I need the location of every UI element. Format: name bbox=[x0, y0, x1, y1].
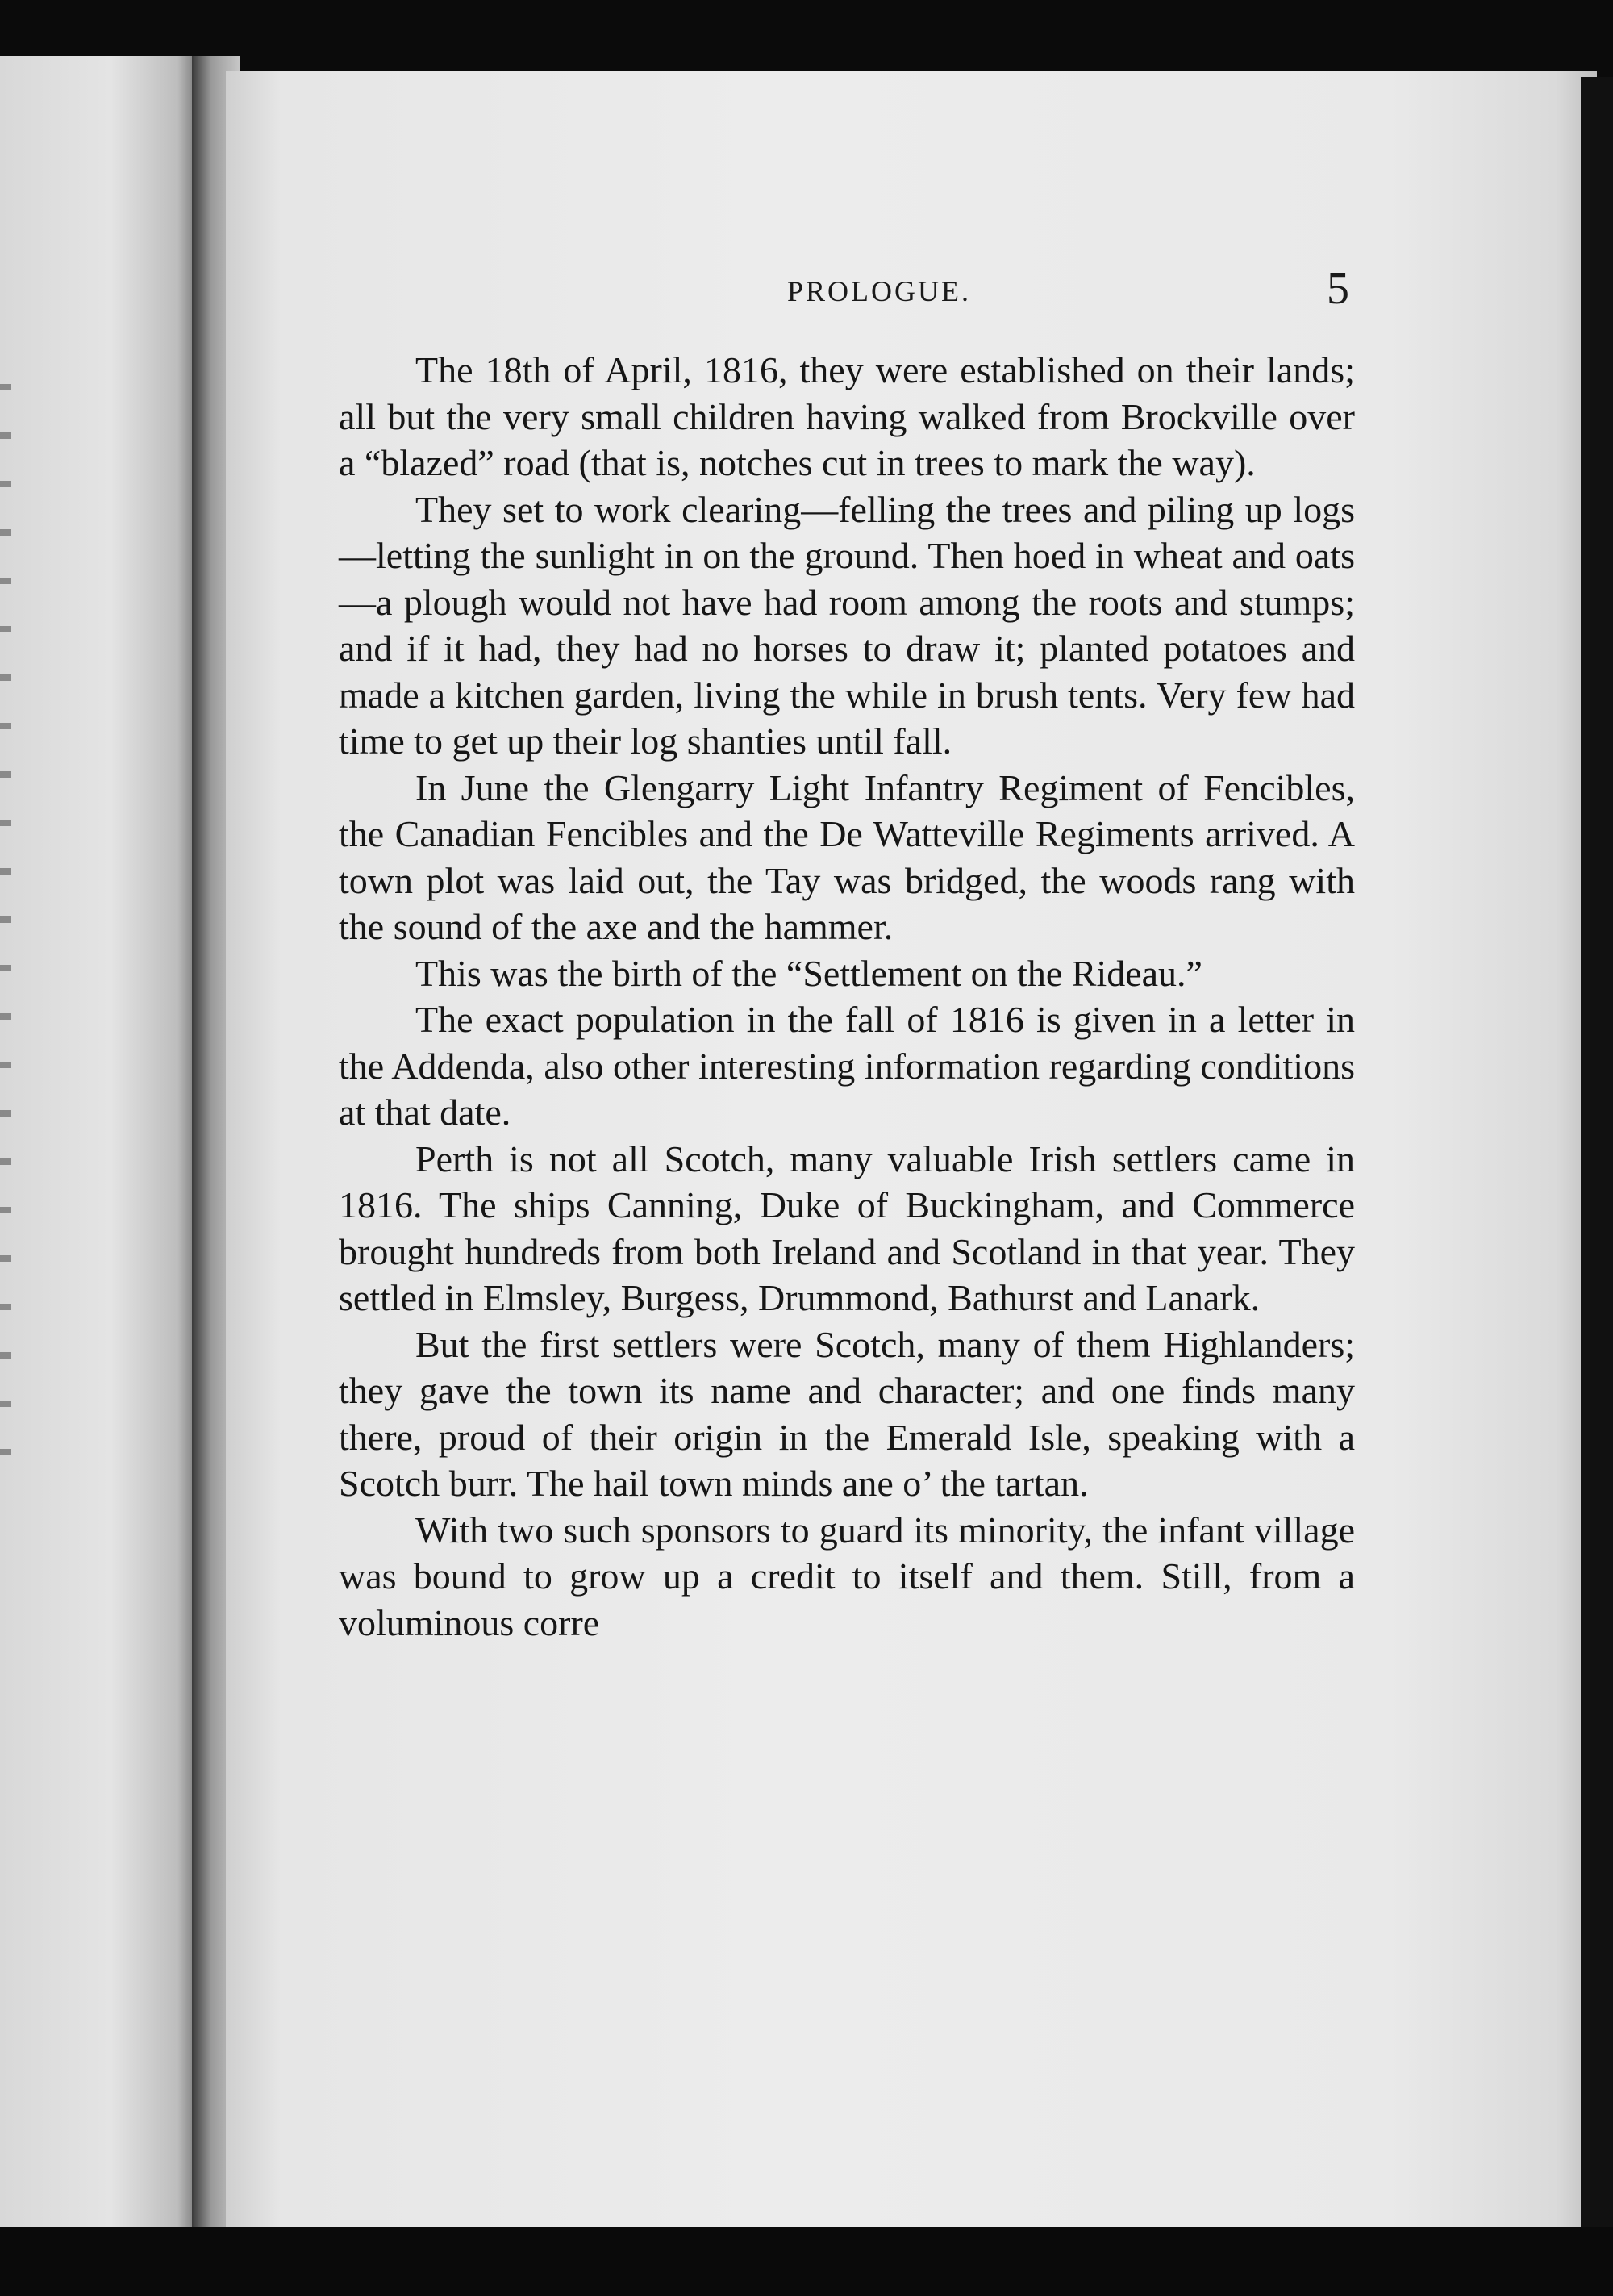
paragraph: The exact population in the fall of 1816 is given in a letter in the Addenda, also other interesting information regarding conditions at that date. bbox=[339, 999, 1355, 1133]
body-text bbox=[339, 347, 1355, 1646]
facing-page-bleed-marks bbox=[0, 363, 11, 1492]
scan-top-border bbox=[0, 0, 1613, 77]
paragraph: In June the Glengarry Light Infantry Regiment of Fencibles, the Canadian Fencibles and the De Watteville Regiments arrived. A town plot was laid out, the Tay was bridged, the woods rang with the sound of the axe and the hammer. bbox=[339, 766, 1355, 947]
paragraph: With two such sponsors to guard its minority, the infant village was bound to grow up a credit to itself and them. Still, from a voluminous corre bbox=[339, 1509, 1355, 1643]
paragraph: This was the birth of the “Settlement on the Rideau.” bbox=[415, 952, 1202, 994]
facing-page-edge bbox=[0, 56, 202, 2227]
running-head: PROLOGUE. bbox=[786, 275, 971, 307]
scan-bottom-border bbox=[0, 2227, 1613, 2296]
page-number: 5 bbox=[1327, 264, 1349, 314]
scan-right-border bbox=[1581, 77, 1613, 2239]
paragraph: But the first settlers were Scotch, many of them Highlanders; they gave the town its name and character; and one finds many there, proud of their origin in the Emerald Isle, speaking with a Scotch burr. The hail town minds ane o’ the tartan. bbox=[339, 1323, 1355, 1504]
paragraph: Perth is not all Scotch, many valuable Irish settlers came in 1816. The ships Canning, Duke of Buckingham, and Commerce brought hundreds from both Ireland and Scotland in that year. They settled in Elmsley, Burgess, Drummond, Bathurst and Lanark. bbox=[339, 1138, 1355, 1318]
paragraph: The 18th of April, 1816, they were established on their lands; all but the very small children having walked from Brockville over a “blazed” road (that is, notches cut in trees to mark the way). bbox=[339, 349, 1355, 483]
paragraph: They set to work clearing—felling the trees and piling up logs—letting the sunlight in on the ground. Then hoed in wheat and oats—a plough would not have had room among the roots and stumps; and if it had, they had no horses to draw it; planted potatoes and made a kitchen garden, living the while in brush tents. Very few had time to get up their log shanties until fall. bbox=[339, 488, 1355, 762]
